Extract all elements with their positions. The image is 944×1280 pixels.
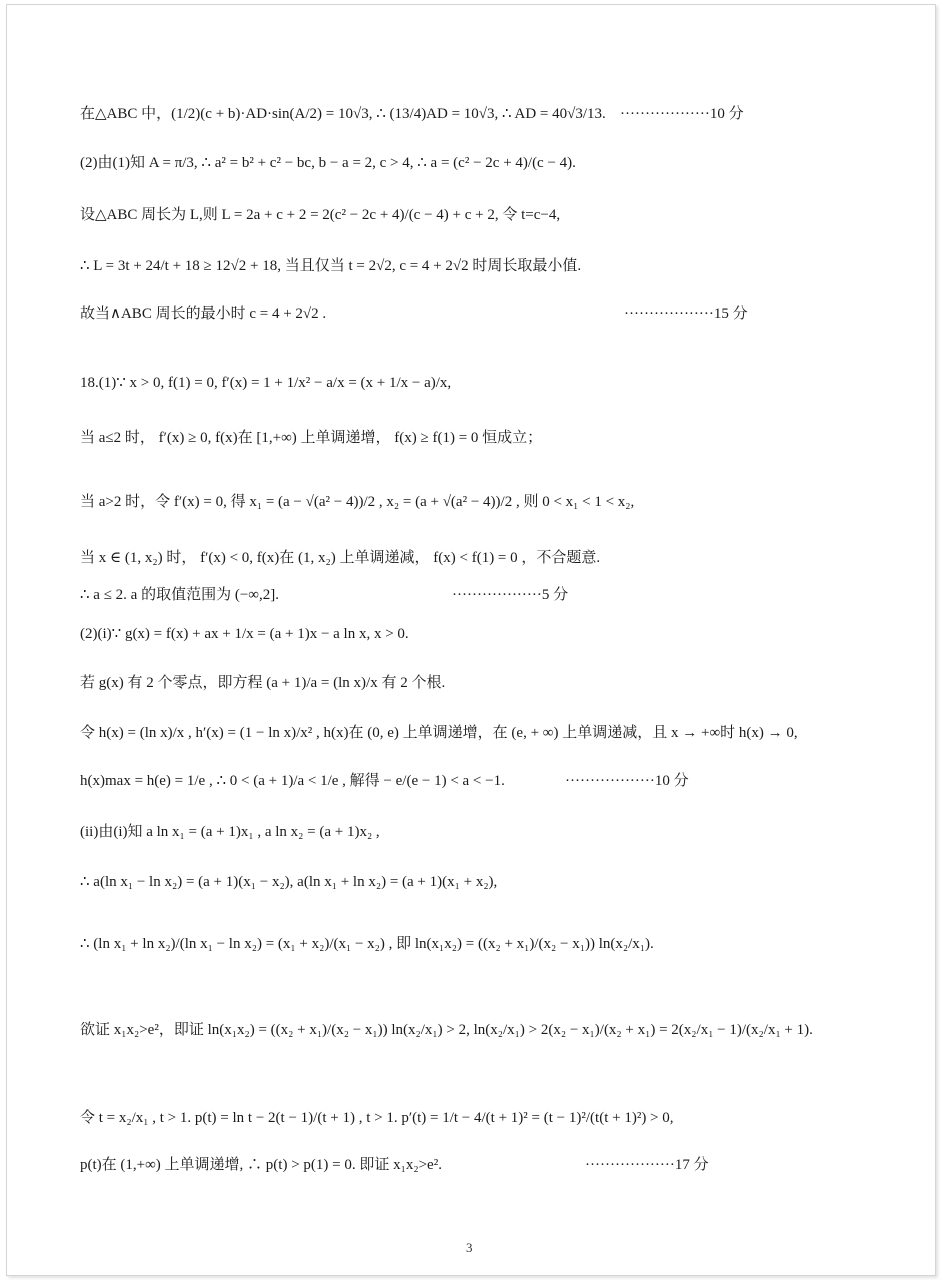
- score-marker: ··················10 分: [620, 106, 744, 122]
- solution-line: (ii)由(i)知 a ln x₁ = (a + 1)x₁ , a ln x₂ = (a + 1)x₂ ,: [80, 824, 380, 840]
- solution-line: ∴ a ≤ 2. a 的取值范围为 (−∞,2].: [80, 587, 279, 603]
- solution-line: p(t)在 (1,+∞) 上单调递增, ∴ p(t) > p(1) = 0. 即证 x₁x₂>e².: [80, 1157, 442, 1173]
- score-marker: ··················10 分: [565, 773, 689, 789]
- score-marker: ··················17 分: [585, 1157, 709, 1173]
- solution-line: 欲证 x₁x₂>e²，即证 ln(x₁x₂) = ((x₂ + x₁)/(x₂ − x₁)) ln(x₂/x₁) > 2, ln(x₂/x₁) > 2(x₂ − x₁)/(x₂ + x₁) = 2(x₂/x₁ − 1)/(x₂/x₁ + 1).: [80, 1022, 813, 1038]
- solution-line: ∴ L = 3t + 24/t + 18 ≥ 12√2 + 18, 当且仅当 t = 2√2, c = 4 + 2√2 时周长取最小值.: [80, 258, 582, 274]
- solution-line: 若 g(x) 有 2 个零点，即方程 (a + 1)/a = (ln x)/x 有 2 个根.: [80, 675, 446, 691]
- solution-line: ∴ a(ln x₁ − ln x₂) = (a + 1)(x₁ − x₂), a(ln x₁ + ln x₂) = (a + 1)(x₁ + x₂),: [80, 874, 498, 890]
- solution-line: 令 t = x₂/x₁ , t > 1. p(t) = ln t − 2(t − 1)/(t + 1) , t > 1. p′(t) = 1/t − 4/(t + 1)² = (t − 1)²/(t(t + 1)²) > 0,: [80, 1110, 674, 1126]
- solution-line: 令 h(x) = (ln x)/x , h′(x) = (1 − ln x)/x² , h(x)在 (0, e) 上单调递增，在 (e, + ∞) 上单调递减，且 x → +∞时 h(x) → 0,: [80, 725, 798, 741]
- solution-line: 当 a≤2 时， f′(x) ≥ 0, f(x)在 [1,+∞) 上单调递增， f(x) ≥ f(1) = 0 恒成立；: [80, 430, 543, 446]
- score-marker: ··················5 分: [452, 587, 569, 603]
- score-marker: ··················15 分: [624, 306, 748, 322]
- page-number: 3: [466, 1240, 473, 1255]
- solution-line: (2)由(1)知 A = π/3, ∴ a² = b² + c² − bc, b − a = 2, c > 4, ∴ a = (c² − 2c + 4)/(c − 4).: [80, 155, 576, 171]
- solution-line: ∴ (ln x₁ + ln x₂)/(ln x₁ − ln x₂) = (x₁ + x₂)/(x₁ − x₂) , 即 ln(x₁x₂) = ((x₂ + x₁)/(x₂ − x₁)) ln(x₂/x₁).: [80, 936, 654, 952]
- solution-line: 设△ABC 周长为 L,则 L = 2a + c + 2 = 2(c² − 2c + 4)/(c − 4) + c + 2, 令 t=c−4,: [80, 207, 561, 223]
- solution-line: h(x)max = h(e) = 1/e , ∴ 0 < (a + 1)/a < 1/e , 解得 − e/(e − 1) < a < −1.: [80, 773, 505, 789]
- solution-line: 故当∧ABC 周长的最小时 c = 4 + 2√2 .: [80, 306, 327, 322]
- solution-line: 在△ABC 中，(1/2)(c + b)·AD·sin(A/2) = 10√3, ∴ (13/4)AD = 10√3, ∴ AD = 40√3/13.: [80, 106, 606, 122]
- solution-line: 18.(1)∵ x > 0, f(1) = 0, f′(x) = 1 + 1/x² − a/x = (x + 1/x − a)/x,: [80, 375, 452, 391]
- solution-line: 当 a>2 时，令 f′(x) = 0, 得 x₁ = (a − √(a² − 4))/2 , x₂ = (a + √(a² − 4))/2 , 则 0 < x₁ < 1 < x₂,: [80, 494, 635, 510]
- solution-line: (2)(i)∵ g(x) = f(x) + ax + 1/x = (a + 1)x − a ln x, x > 0.: [80, 626, 409, 642]
- solution-line: 当 x ∈ (1, x₂) 时， f′(x) < 0, f(x)在 (1, x₂) 上单调递减， f(x) < f(1) = 0 ，不合题意.: [80, 550, 601, 566]
